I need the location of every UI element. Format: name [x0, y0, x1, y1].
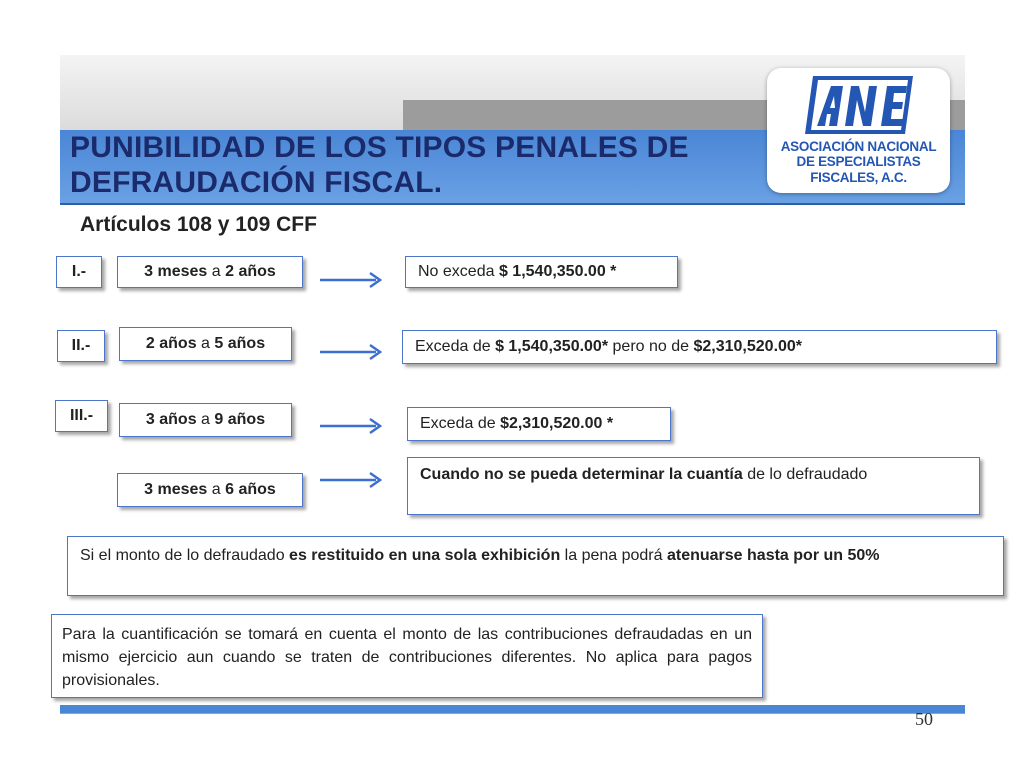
logo-line3: FISCALES, A.C. — [810, 170, 907, 185]
numeral-box-1 — [56, 256, 102, 288]
penalty-max: 6 años — [225, 481, 276, 498]
organization-logo — [767, 68, 950, 193]
slide-subtitle: Artículos 108 y 109 CFF — [80, 213, 317, 236]
quantification-note — [51, 614, 763, 698]
note-text: Si el monto de lo defraudado — [80, 547, 285, 564]
condition-amount: $ 1,540,350.00 * — [498, 263, 617, 280]
penalty-box-1 — [117, 256, 303, 288]
condition-text: Exceda de — [420, 415, 496, 432]
right-arrow-icon — [318, 416, 386, 436]
condition-box-3 — [407, 407, 671, 441]
note-text-2: la pena podrá — [564, 547, 663, 564]
slide-title — [70, 130, 689, 200]
penalty-connector: a — [211, 481, 221, 498]
penalty-box-2 — [119, 327, 292, 361]
header-underline — [60, 203, 965, 205]
condition-text: de lo defraudado — [747, 466, 868, 483]
condition-text: Exceda de — [415, 338, 491, 355]
penalty-max: 9 años — [214, 411, 266, 428]
penalty-connector: a — [201, 335, 210, 352]
logo-line2: DE ESPECIALISTAS — [796, 154, 921, 169]
page-number: 50 — [915, 709, 933, 729]
ane-logo-icon — [803, 74, 915, 136]
penalty-max: 5 años — [214, 335, 266, 352]
slide-title-line1: PUNIBILIDAD DE LOS TIPOS PENALES DE — [70, 131, 689, 164]
penalty-connector: a — [211, 263, 221, 280]
penalty-box-3 — [119, 403, 292, 437]
penalty-min: 3 meses — [144, 263, 208, 280]
numeral-label: I.- — [71, 263, 87, 280]
penalty-box-4 — [117, 473, 303, 507]
numeral-box-2 — [57, 330, 105, 362]
logo-line1: ASOCIACIÓN NACIONAL — [780, 139, 937, 154]
condition-bold-text: Cuando no se pueda determinar la cuantía — [420, 466, 743, 483]
right-arrow-icon — [318, 342, 386, 362]
penalty-max: 2 años — [225, 263, 276, 280]
footer-line — [60, 713, 965, 714]
penalty-connector: a — [201, 411, 210, 428]
numeral-box-3 — [55, 400, 108, 432]
numeral-label: III.- — [69, 407, 94, 424]
mitigation-note — [67, 536, 1004, 596]
condition-box-1 — [405, 256, 678, 288]
condition-amount: $2,310,520.00 * — [500, 415, 614, 432]
condition-box-4 — [407, 457, 980, 515]
penalty-min: 2 años — [145, 335, 197, 352]
numeral-label: II.- — [71, 337, 91, 354]
condition-amount-2: $2,310,520.00* — [693, 338, 803, 355]
right-arrow-icon — [318, 470, 386, 490]
note-bold-text-2: atenuarse hasta por un 50% — [666, 547, 880, 564]
right-arrow-icon — [318, 270, 386, 290]
condition-text: No exceda — [418, 263, 495, 280]
penalty-min: 3 meses — [144, 481, 208, 498]
condition-box-2 — [402, 330, 997, 364]
slide-title-line2: DEFRAUDACIÓN FISCAL. — [70, 166, 443, 199]
note-bold-text: es restituido en una sola exhibición — [289, 547, 561, 564]
note-text: Para la cuantificación se tomará en cuenta el monto de las contribuciones defraudadas en un mismo ejercicio aun cuando se traten de contribuciones diferentes. No aplica para pagos provisionales. — [62, 626, 752, 689]
penalty-min: 3 años — [145, 411, 197, 428]
footer-bar — [60, 705, 965, 713]
condition-amount: $ 1,540,350.00* — [495, 338, 609, 355]
condition-connector: pero no de — [612, 338, 690, 355]
